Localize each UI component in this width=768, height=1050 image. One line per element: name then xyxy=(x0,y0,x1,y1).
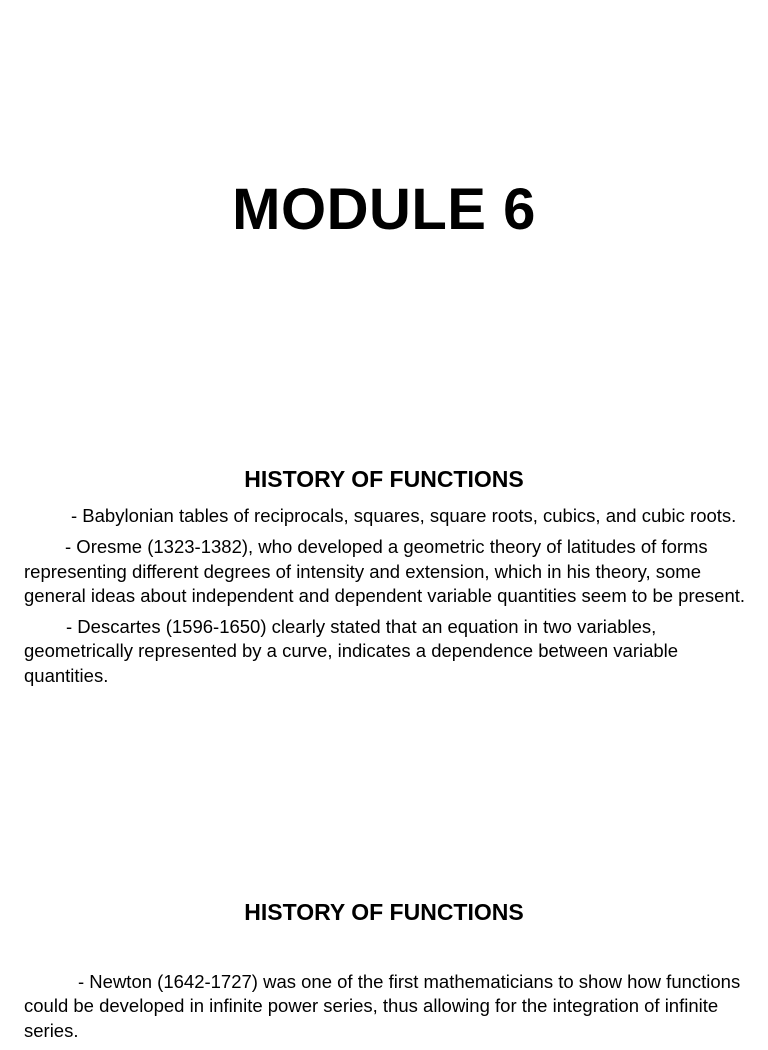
paragraph-text: - Oresme (1323-1382), who developed a geometric theory of latitudes of forms representing different degrees of intensity and extension, which in his theory, some general ideas about independent and dependent variable quantities seem to be present. xyxy=(24,536,746,606)
module-title: MODULE 6 xyxy=(232,177,536,242)
paragraph-babylonian xyxy=(24,504,748,528)
section-heading: HISTORY OF FUNCTIONS xyxy=(244,466,524,492)
section-heading: HISTORY OF FUNCTIONS xyxy=(244,899,524,925)
paragraph-text: - Babylonian tables of reciprocals, squares, square roots, cubics, and cubic roots. xyxy=(71,505,737,526)
history-slide-1 xyxy=(0,430,768,860)
paragraph-text: - Descartes (1596-1650) clearly stated that an equation in two variables, geometrically represented by a curve, indicates a dependence between variable quantities. xyxy=(24,616,679,686)
paragraph-oresme xyxy=(24,535,748,608)
history-slide-2 xyxy=(0,860,768,1041)
paragraph-newton xyxy=(24,970,748,1043)
slide-body xyxy=(24,504,748,695)
slide-body xyxy=(24,970,748,1050)
paragraph-descartes xyxy=(24,615,748,688)
title-slide xyxy=(0,0,768,430)
paragraph-text: - Newton (1642-1727) was one of the first mathematicians to show how functions could be developed in infinite power series, thus allowing for the integration of infinite series. xyxy=(24,971,741,1041)
